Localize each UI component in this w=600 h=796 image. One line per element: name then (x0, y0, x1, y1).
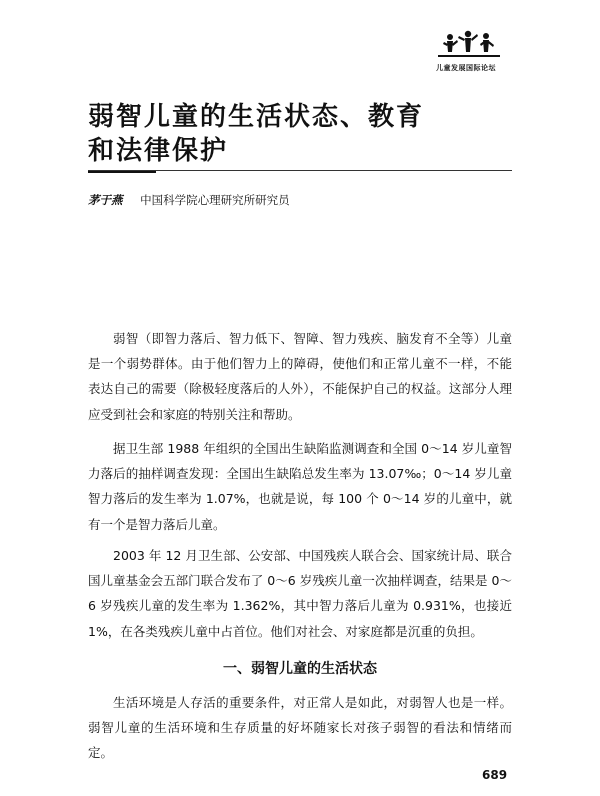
title-divider-accent (88, 171, 156, 173)
paragraph-text: 生活环境是人存活的重要条件，对正常人是如此，对弱智人也是一样。弱智儿童的生活环境和生存质量的好坏随家长对孩子弱智的看法和情绪而定。 (88, 695, 512, 761)
author-line (88, 192, 290, 208)
paragraph-text: 弱智（即智力落后、智力低下、智障、智力残疾、脑发育不全等）儿童是一个弱势群体。由于他们智力上的障碍，使他们和正常儿童不一样，不能表达自己的需要（除极轻度落后的人外），不能保护自己的权益。这部分人理应受到社会和家庭的特别关注和帮助。 (88, 331, 512, 422)
author-affiliation: 中国科学院心理研究所研究员 (140, 193, 290, 207)
page-number: 689 (482, 768, 508, 782)
author-name: 茅于燕 (88, 193, 123, 207)
logo-caption: 儿童发展国际论坛 (436, 64, 496, 72)
children-figures-icon (430, 28, 510, 64)
article-title-line-1: 弱智儿童的生活状态、教育 (88, 102, 425, 132)
paragraph-1 (88, 326, 512, 427)
paragraph-text: 2003 年 12 月卫生部、公安部、中国残疾人联合会、国家统计局、联合国儿童基金会五部门联合发布了 0～6 岁残疾儿童一次抽样调查，结果是 0～6 岁残疾儿童的发生率为 1.362%，其中智力落后儿童为 0.931%，也接近 1%，在各类残疾儿童中占首位。他们对社会、对家庭都是沉重的负担。 (88, 548, 512, 639)
paragraph-2 (88, 436, 512, 537)
paragraph-text: 据卫生部 1988 年组织的全国出生缺陷监测调查和全国 0～14 岁儿童智力落后的抽样调查发现：全国出生缺陷总发生率为 13.07‰；0～14 岁儿童智力落后的发生率为 1.07%，也就是说，每 100 个 0～14 岁的儿童中，就有一个是智力落后儿童。 (88, 441, 512, 532)
paragraph-3 (88, 543, 512, 644)
section-heading: 一、弱智儿童的生活状态 (223, 661, 377, 677)
paragraph-4 (88, 690, 512, 766)
article-title-line-2: 和法律保护 (88, 136, 229, 166)
